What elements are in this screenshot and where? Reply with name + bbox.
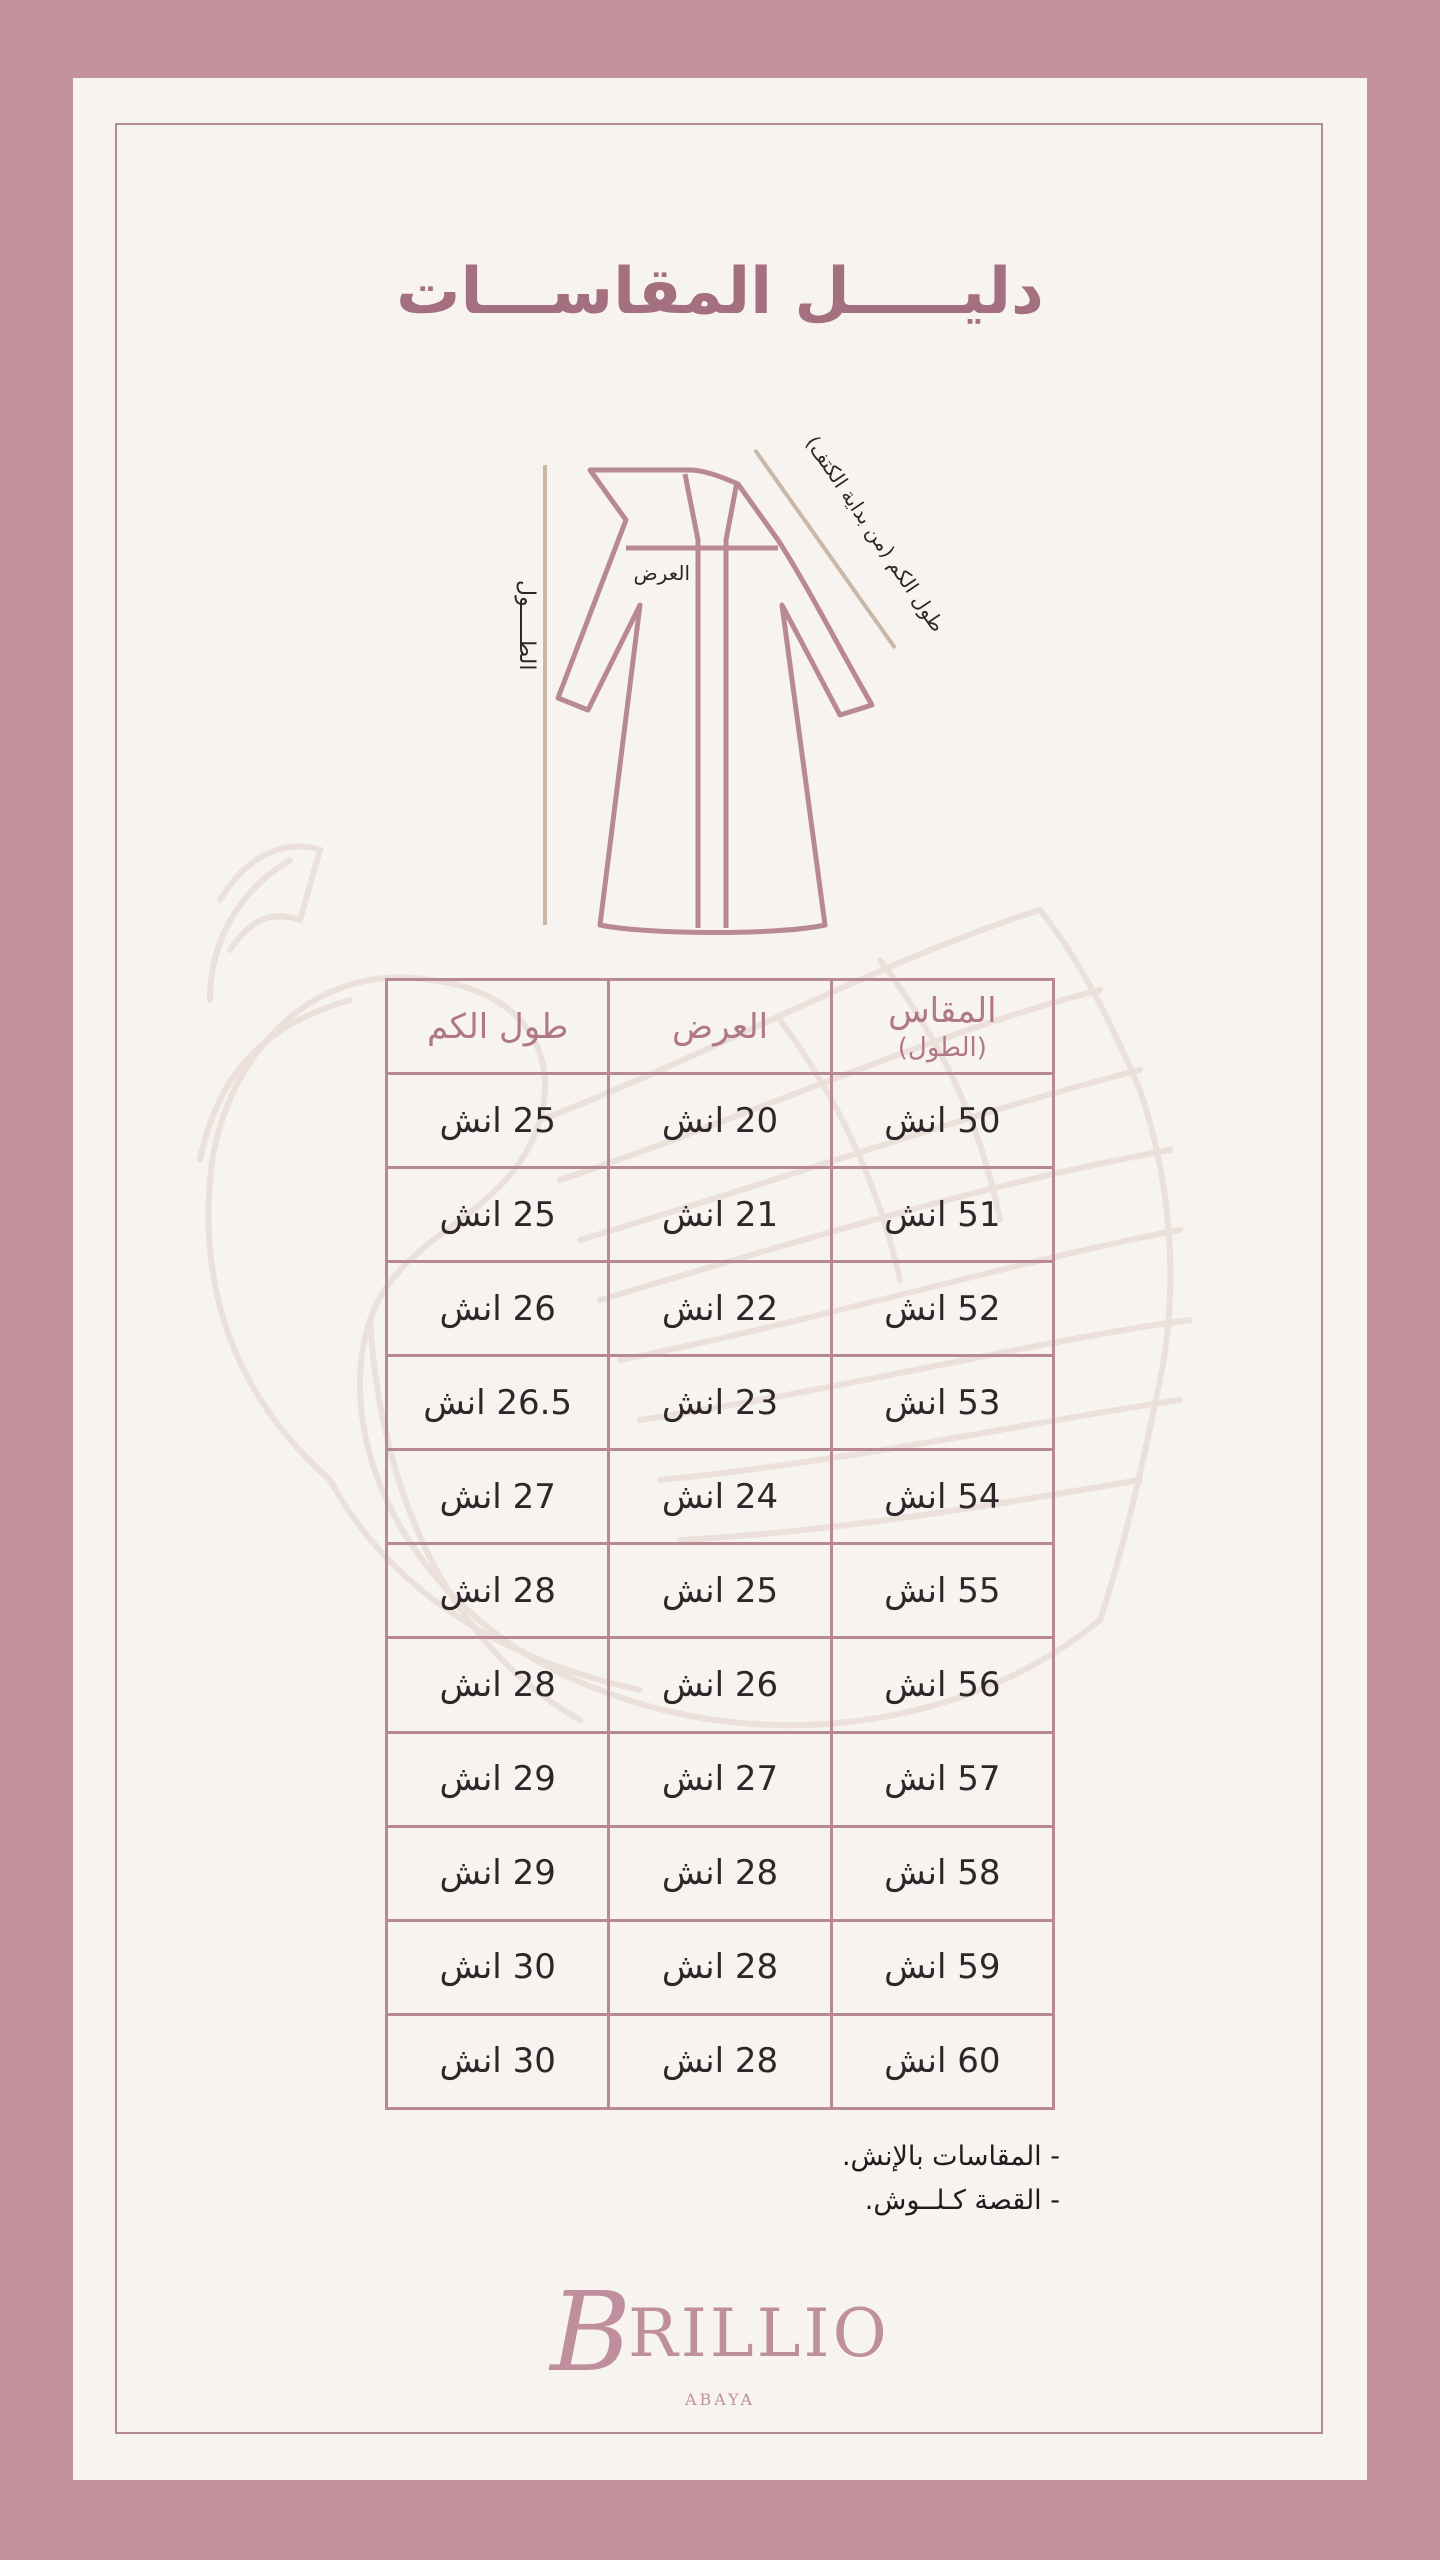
cell-size: 58 انش [831, 1826, 1053, 1920]
note-cut: - القصة كـلــوش. [864, 2185, 1060, 2216]
table-row [387, 1356, 1054, 1450]
cell-width: 20 انش [609, 1074, 831, 1168]
cell-width: 21 انش [609, 1168, 831, 1262]
brand-tagline: ABAYA [684, 2390, 756, 2409]
abaya-diagram [490, 430, 960, 940]
cell-width: 26 انش [609, 1638, 831, 1732]
header-size [831, 980, 1053, 1074]
table-row [387, 1262, 1054, 1356]
cell-sleeve: 26 انش [387, 1262, 609, 1356]
cell-sleeve: 28 انش [387, 1638, 609, 1732]
header-size-label: المقاس [888, 990, 997, 1031]
cell-sleeve: 29 انش [387, 1826, 609, 1920]
brand-rest: RILLIO [628, 2295, 890, 2372]
table-row [387, 1732, 1054, 1826]
cell-width: 28 انش [609, 2014, 831, 2108]
table-header-row [387, 980, 1054, 1074]
header-width: العرض [609, 980, 831, 1074]
cell-width: 28 انش [609, 1920, 831, 2014]
sleeve-label: طول الكم (من بداية الكتف) [800, 431, 950, 637]
cell-size: 51 انش [831, 1168, 1053, 1262]
abaya-placket-left [685, 474, 698, 928]
cell-width: 25 انش [609, 1544, 831, 1638]
page-title: دليـــــل المقاســـات [396, 255, 1044, 329]
cell-size: 50 انش [831, 1074, 1053, 1168]
cell-sleeve: 27 انش [387, 1450, 609, 1544]
cell-sleeve: 29 انش [387, 1732, 609, 1826]
table-row [387, 1074, 1054, 1168]
table-row [387, 1450, 1054, 1544]
cell-sleeve: 25 انش [387, 1074, 609, 1168]
header-sleeve: طول الكم [387, 980, 609, 1074]
cell-sleeve: 28 انش [387, 1544, 609, 1638]
table-row [387, 1168, 1054, 1262]
cell-sleeve: 30 انش [387, 1920, 609, 2014]
cell-size: 53 انش [831, 1356, 1053, 1450]
cell-size: 52 انش [831, 1262, 1053, 1356]
table-row [387, 2014, 1054, 2108]
header-size-sub: (الطول) [897, 1032, 987, 1063]
table-row [387, 1920, 1054, 2014]
cell-sleeve: 25 انش [387, 1168, 609, 1262]
cell-width: 22 انش [609, 1262, 831, 1356]
length-label: الطـــــول [514, 580, 539, 671]
cell-size: 59 انش [831, 1920, 1053, 2014]
brand-name [0, 2268, 1440, 2396]
cell-width: 27 انش [609, 1732, 831, 1826]
cell-width: 24 انش [609, 1450, 831, 1544]
cell-size: 57 انش [831, 1732, 1053, 1826]
note-units: - المقاسات بالإنش. [841, 2141, 1060, 2172]
cell-width: 28 انش [609, 1826, 831, 1920]
table-row [387, 1638, 1054, 1732]
brand-logo [0, 2268, 1440, 2409]
abaya-outline [558, 470, 872, 933]
cell-size: 60 انش [831, 2014, 1053, 2108]
cell-sleeve: 26.5 انش [387, 1356, 609, 1450]
brand-initial: B [550, 2268, 635, 2396]
table-row [387, 1544, 1054, 1638]
cell-width: 23 انش [609, 1356, 831, 1450]
notes [842, 2135, 1060, 2223]
table-row [387, 1826, 1054, 1920]
cell-sleeve: 30 انش [387, 2014, 609, 2108]
cell-size: 54 انش [831, 1450, 1053, 1544]
width-label: العرض [633, 561, 690, 585]
size-table [385, 978, 1055, 2110]
cell-size: 55 انش [831, 1544, 1053, 1638]
cell-size: 56 انش [831, 1638, 1053, 1732]
